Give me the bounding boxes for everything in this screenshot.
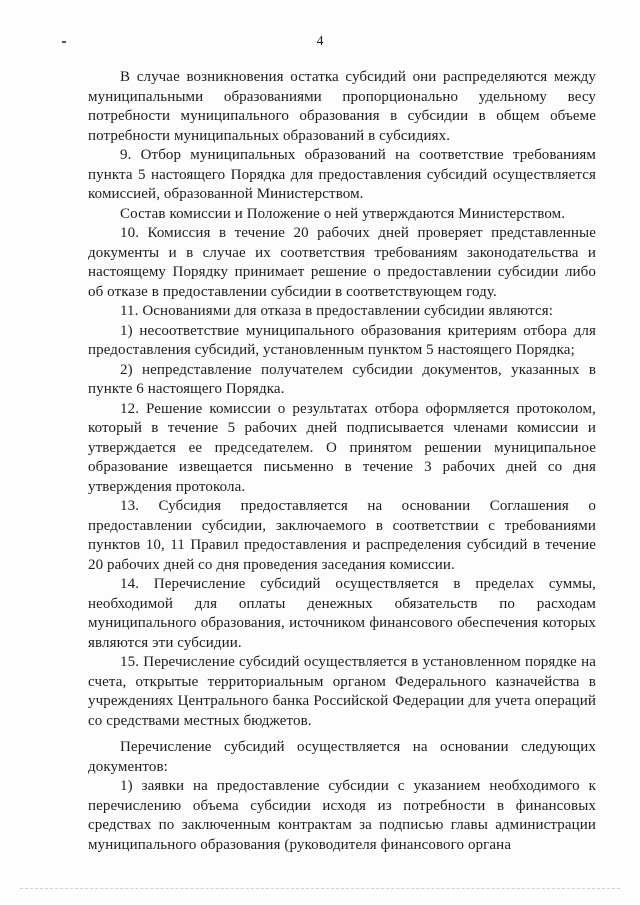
paragraph-commission-composition: Состав комиссии и Положение о ней утверждаются Министерством.: [120, 205, 566, 222]
paragraph-14-transfer-limit: 14. Перечисление субсидий осуществляется в пределах суммы, необходимой для оплаты денежных обязательств по расходам муниципального образования, источником финансового обеспечения которых являются эти субсидии.: [88, 576, 596, 651]
paragraph-12-protocol: 12. Решение комиссии о результатах отбора оформляется протоколом, который в течение 5 рабочих дней подписывается членами комиссии и утверждается ее председателем. О принятом решении муниципальное образование извещается письменно в течение 3 рабочих дней со дня утверждения протокола.: [88, 400, 596, 495]
paragraph-11-refusal-grounds: 11. Основаниями для отказа в предоставлении субсидии являются:: [120, 303, 553, 319]
paragraph-documents-item-1: 1) заявки на предоставление субсидии с указанием необходимого к перечислению объема субсидии исходя из потребности в финансовых средствах по заключенным контрактам за подписью главы администрации муниципального образования (руководителя финансового органа: [88, 778, 596, 853]
paragraph-13-agreement: 13. Субсидия предоставляется на основании Соглашения о предоставлении субсидии, заключаемого в соответствии с требованиями пунктов 10, 11 Правил предоставления и распределения субсидий в течение 20 рабочих дней со дня проведения заседания комиссии.: [88, 498, 596, 573]
paragraph-transfer-documents: Перечисление субсидий осуществляется на основании следующих документов:: [88, 739, 596, 775]
paragraph-10-review: 10. Комиссия в течение 20 рабочих дней проверяет представленные документы и в случае их соответствия требованиям законодательства и настоящему Порядку принимает решение о предоставлении субсидии либо об отказе в предоставлении субсидии в соответствующем году.: [88, 225, 596, 300]
paragraph-9-selection: 9. Отбор муниципальных образований на соответствие требованиям пункта 5 настоящего Порядка для предоставления субсидий осуществляется комиссией, образованной Министерством.: [88, 147, 596, 202]
page-number: 4: [316, 34, 324, 49]
paragraph-remainder-distribution: В случае возникновения остатка субсидий они распределяются между муниципальными образованиями пропорционально удельному весу потребности муниципального образования в субсидии в общем объеме потребности муниципальных образований в субсидиях.: [88, 69, 596, 144]
paragraph-11-item-2: 2) непредставление получателем субсидии документов, указанных в пункте 6 настоящего Порядка.: [88, 361, 596, 397]
paragraph-15-accounts: 15. Перечисление субсидий осуществляется в установленном порядке на счета, открытые территориальным органом Федерального казначейства в учреждениях Центрального банка Российской Федерации для учета операций со средствами местных бюджетов.: [88, 654, 596, 729]
paragraph-11-item-1: 1) несоответствие муниципального образования критериям отбора для предоставления субсидий, установленным пунктом 5 настоящего Порядка;: [88, 322, 596, 358]
document-body: [88, 68, 596, 855]
scan-bottom-edge: [20, 888, 620, 890]
